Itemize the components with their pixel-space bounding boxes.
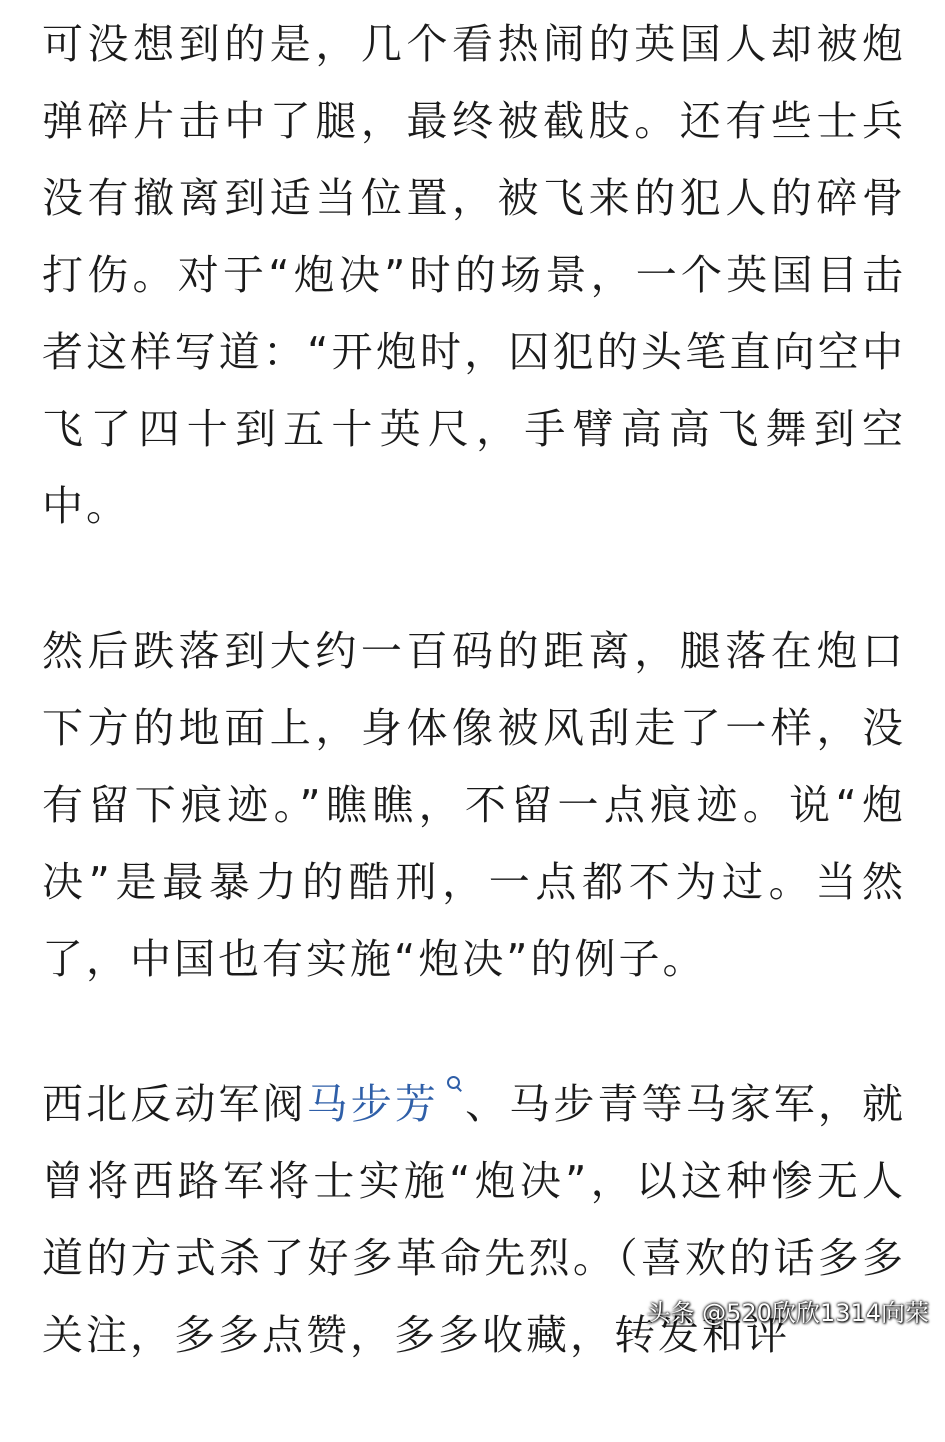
article-paragraph-2 — [42, 613, 906, 998]
watermark: 头条 @520欣欣1314向荣 — [646, 1299, 929, 1327]
entity-link-label: 马步芳 — [306, 1080, 439, 1128]
article-body — [42, 6, 906, 1442]
paragraph-text: 然后跌落到大约一百码的距离，腿落在炮口下方的地面上，身体像被风刮走了一样，没有留下痕迹。”瞧瞧，不留一点痕迹。说“炮决”是最暴力的酷刑，一点都不为过。当然了，中国也有实施“炮决”的例子。 — [42, 627, 906, 983]
search-icon — [443, 1066, 463, 1096]
paragraph-text: 可没想到的是，几个看热闹的英国人却被炮弹碎片击中了腿，最终被截肢。还有些士兵没有撤离到适当位置，被飞来的犯人的碎骨打伤。对于“炮决”时的场景，一个英国目击者这样写道：“开炮时，囚犯的头笔直向空中飞了四十到五十英尺，手臂高高飞舞到空中。 — [42, 20, 906, 530]
article-paragraph-1 — [42, 6, 906, 545]
paragraph-text-after-link: 、马步青等马家军，就曾将西路军将士实施“炮决”，以这种惨无人道的方式杀了好多革命先烈。（喜欢的话多多关注，多多点赞，多多收藏，转发和评 — [42, 1080, 907, 1359]
paragraph-text-before-link: 西北反动军阀 — [42, 1080, 307, 1128]
entity-link-ma-bufang[interactable] — [307, 1080, 465, 1128]
